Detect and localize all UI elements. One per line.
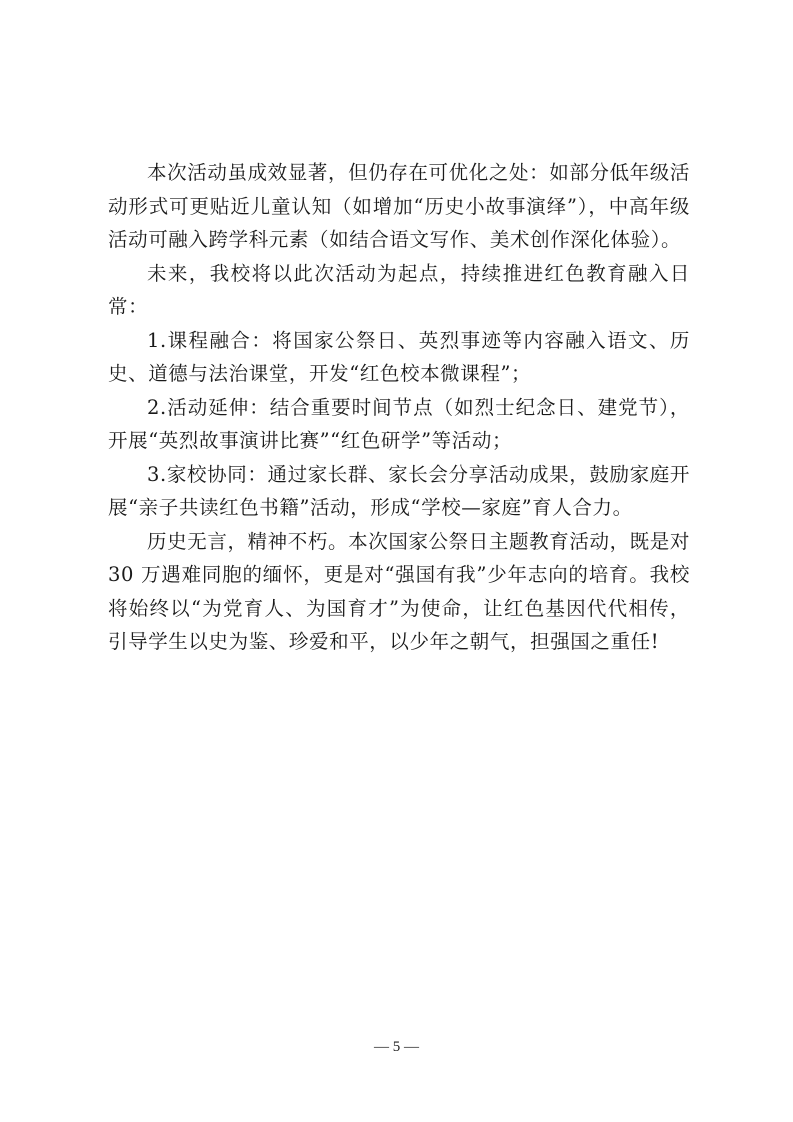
paragraph-improvements: 本次活动虽成效显著，但仍存在可优化之处：如部分低年级活动形式可更贴近儿童认知（如增加“历史小故事演绎”），中高年级活动可融入跨学科元素（如结合语文写作、美术创作深化体验）。 [108,161,690,251]
document-body [108,156,690,659]
paragraph-curriculum-integration: 1.课程融合：将国家公祭日、英烈事迹等内容融入语文、历史、道德与法治课堂，开发“红色校本微课程”； [108,328,690,385]
paragraph-home-school-collaboration: 3.家校协同：通过家长群、家长会分享活动成果，鼓励家庭开展“亲子共读红色书籍”活动，形成“学校—家庭”育人合力。 [108,462,690,519]
paragraph-conclusion: 历史无言，精神不朽。本次国家公祭日主题教育活动，既是对 30 万遇难同胞的缅怀，更是对“强国有我”少年志向的培育。我校将始终以“为党育人、为国育才”为使命，让红色基因代代相传，引导学生以史为鉴、珍爱和平，以少年之朝气，担强国之重任! [108,529,690,653]
page-number: — 5 — [374,1039,419,1055]
paragraph-future-plan: 未来，我校将以此次活动为起点，持续推进红色教育融入日常： [108,261,690,318]
paragraph-activity-extension: 2.活动延伸：结合重要时间节点（如烈士纪念日、建党节），开展“英烈故事演讲比赛”“红色研学”等活动； [108,395,690,452]
